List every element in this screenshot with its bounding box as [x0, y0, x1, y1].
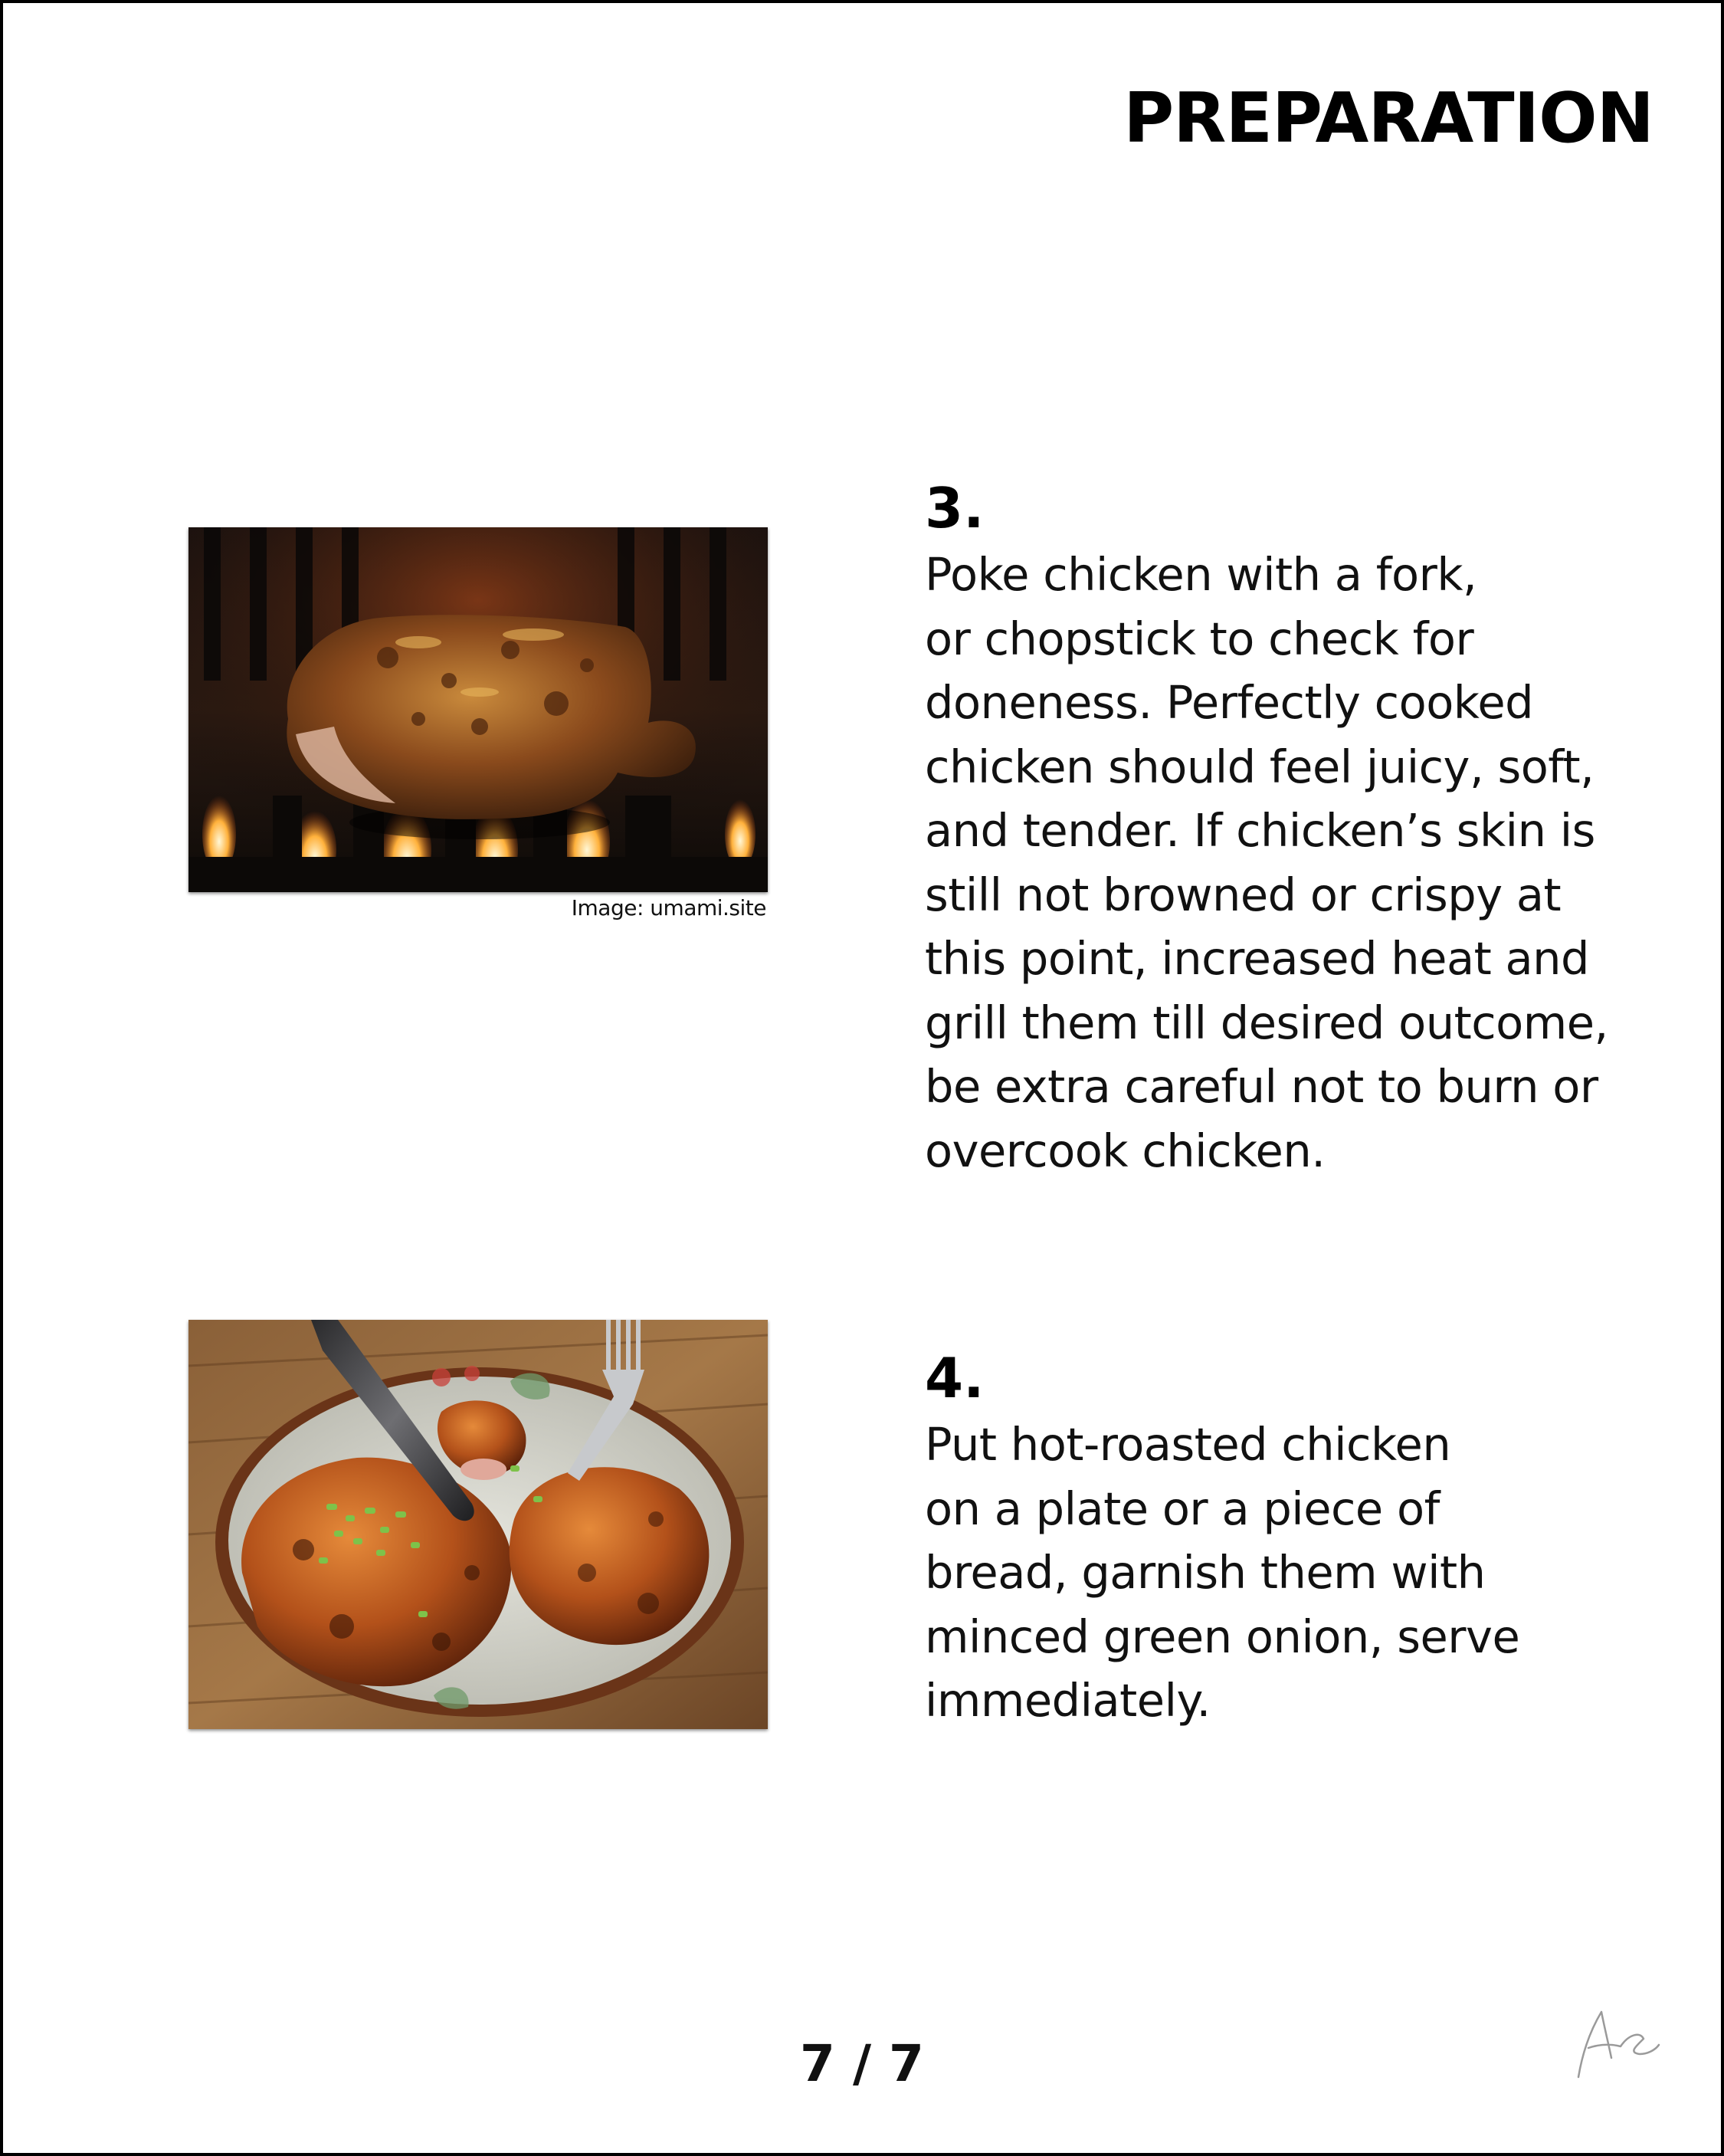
step-3-line: grill them till desired outcome,	[925, 996, 1608, 1049]
step-3-line: or chopstick to check for	[925, 612, 1474, 665]
step-3-line: Poke chicken with a fork,	[925, 548, 1477, 601]
step-4-line: Put hot-roasted chicken	[925, 1418, 1451, 1471]
step-4-line: minced green onion, serve	[925, 1610, 1520, 1663]
step-3-line: and tender. If chicken’s skin is	[925, 804, 1595, 857]
plated-chicken-photo	[188, 1320, 768, 1729]
step-3-line: this point, increased heat and	[925, 932, 1590, 985]
plated-chicken-image	[188, 1320, 768, 1729]
step-4-line: on a plate or a piece of	[925, 1482, 1440, 1535]
step-3-line: be extra careful not to burn or	[925, 1060, 1598, 1113]
step-4-number: 4.	[925, 1346, 985, 1410]
step-4-line: bread, garnish them with	[925, 1546, 1486, 1599]
page-title: PREPARATION	[1123, 78, 1654, 159]
step-4-instructions	[925, 1413, 1519, 1733]
photo-credit: Image: umami.site	[571, 895, 766, 920]
grilled-chicken-image	[188, 527, 768, 892]
step-3-line: overcook chicken.	[925, 1124, 1326, 1177]
step-3-line: chicken should feel juicy, soft,	[925, 740, 1595, 793]
grilled-chicken-photo	[188, 527, 768, 892]
step-4-line: immediately.	[925, 1674, 1211, 1727]
step-3-line: still not browned or crispy at	[925, 868, 1562, 921]
step-3-number: 3.	[925, 476, 985, 540]
page-number: 7 / 7	[800, 2034, 924, 2093]
step-3-line: doneness. Perfectly cooked	[925, 676, 1534, 729]
signature-icon	[1567, 2000, 1667, 2085]
step-3-instructions	[925, 543, 1608, 1183]
